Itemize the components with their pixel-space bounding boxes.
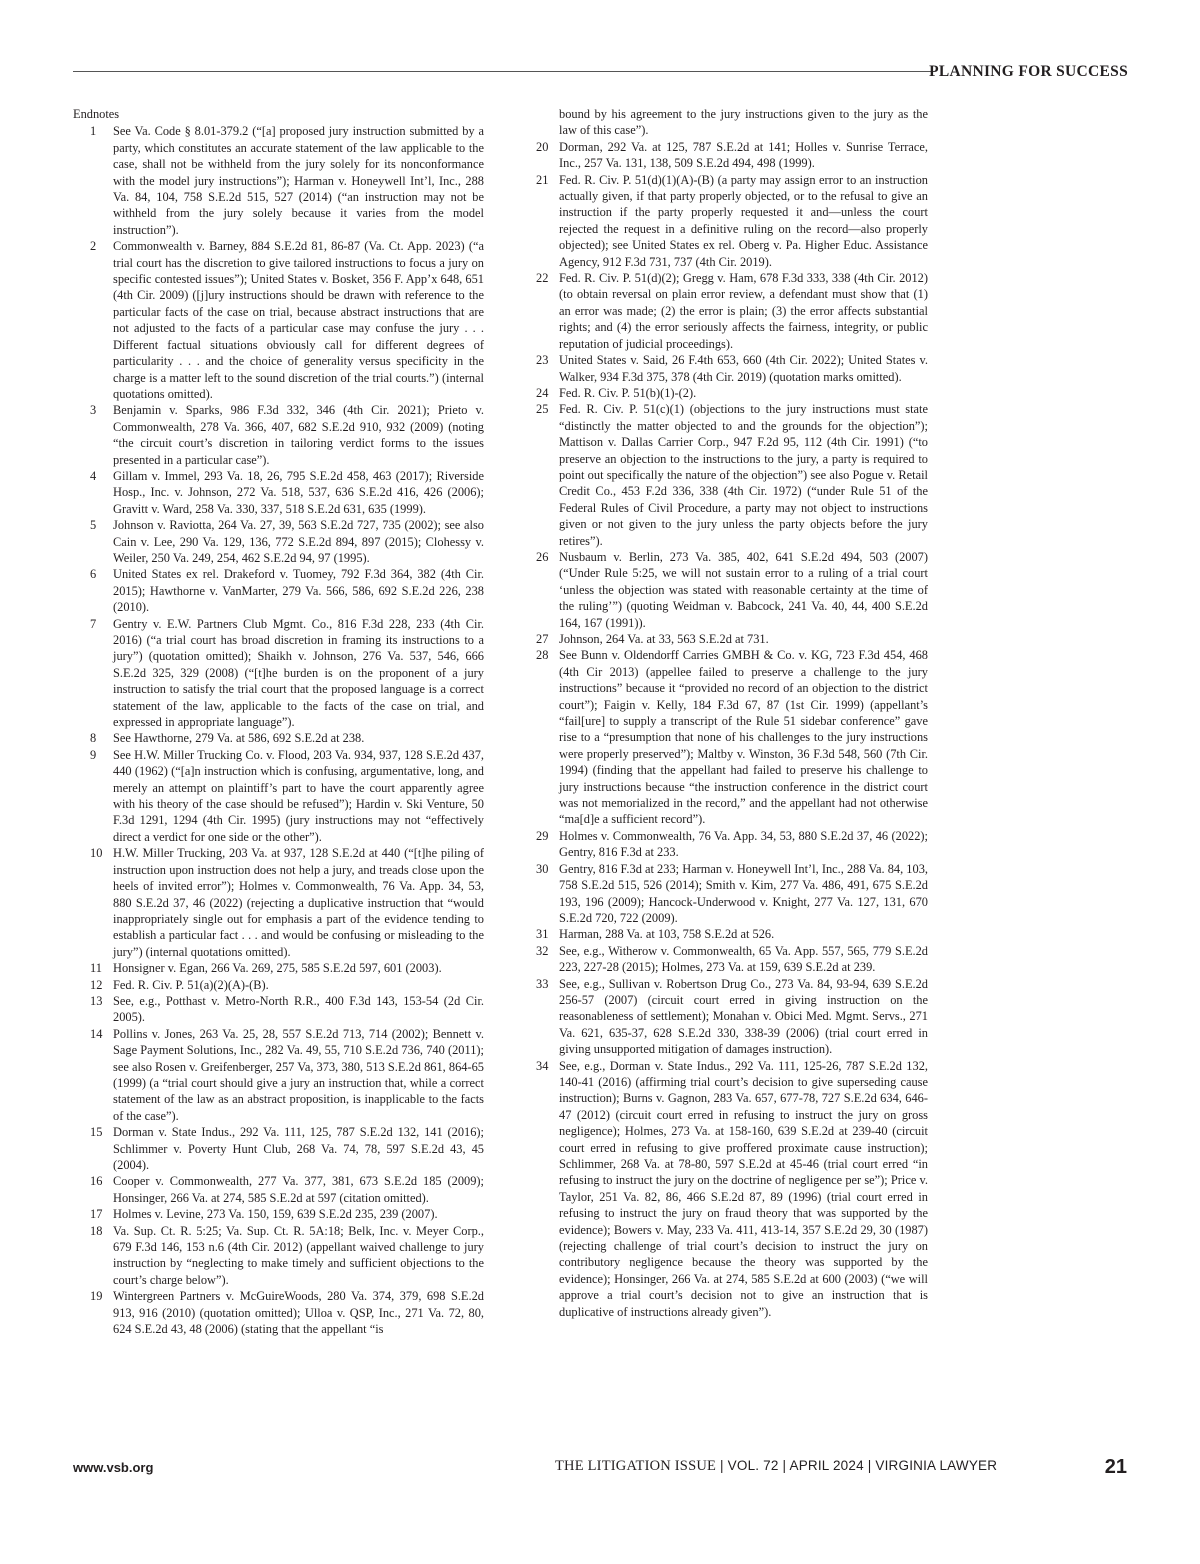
endnote-number: 34 bbox=[536, 1058, 549, 1073]
footer-issue: THE LITIGATION ISSUE bbox=[555, 1458, 717, 1474]
endnote-text: Gillam v. Immel, 293 Va. 18, 26, 795 S.E.2d 458, 463 (2017); Riverside Hosp., Inc. v. Johnson, 272 Va. 518, 537, 636 S.E.2d 416, 426 (2006); Gravitt v. Ward, 258 Va. 330, 337, 518 S.E.2d 631, 635 (1999). bbox=[113, 468, 484, 516]
endnote-text: Dorman v. State Indus., 292 Va. 111, 125, 787 S.E.2d 132, 141 (2016); Schlimmer v. Poverty Hunt Club, 268 Va. 74, 78, 597 S.E.2d 43, 45 (2004). bbox=[113, 1125, 484, 1172]
endnote-number: 17 bbox=[90, 1207, 103, 1222]
endnote-number: 20 bbox=[536, 139, 549, 154]
endnote-text: Johnson, 264 Va. at 33, 563 S.E.2d at 731. bbox=[559, 632, 769, 646]
endnote-text: H.W. Miller Trucking, 203 Va. at 937, 128 S.E.2d at 440 (“[t]he piling of instruction upon instruction does not help a jury, and treads close upon the heels of invited error”); Holmes v. Commonwealth, 76 Va. App. 34, 53, 880 S.E.2d 37, 46 (2022) (rejecting a duplicative instruction that “would inappropriately single out for emphasis a part of the evidence tending to establish a particular fact . . . and would be confusing or misleading to the jury”) (internal quotations omitted). bbox=[113, 846, 484, 959]
endnote-item bbox=[73, 566, 484, 615]
endnote-number: 24 bbox=[536, 385, 549, 400]
endnote-item bbox=[536, 828, 928, 861]
endnote-number: 22 bbox=[536, 271, 549, 286]
endnotes-left-column bbox=[73, 106, 484, 1337]
footer-website[interactable]: www.vsb.org bbox=[73, 1460, 154, 1475]
endnote-text: See H.W. Miller Trucking Co. v. Flood, 203 Va. 934, 937, 128 S.E.2d 437, 440 (1962) (“[a]n instruction which is confusing, argumentative, long, and merely an attempt on plaintiff’s part to have the court apparently agree with his theory of the case should be refused”); Hardin v. Ski Venture, 50 F.3d 1291, 1294 (4th Cir. 1995) (jury instructions may not “effectively direct a verdict for one side or the other”). bbox=[113, 747, 484, 844]
page-number: 21 bbox=[1104, 1456, 1127, 1478]
endnote-text: See Va. Code § 8.01-379.2 (“[a] proposed jury instruction submitted by a party, which constitutes an accurate statement of the law applicable to the case, shall not be withheld from the jury solely for its nonconformance with the model jury instructions”); Harman v. Honeywell Int’l, Inc., 288 Va. 84, 104, 758 S.E.2d 515, 527 (2014) (“an instruction may not be withheld from the jury solely because it varies from the model instruction”). bbox=[113, 124, 484, 237]
endnote-number: 30 bbox=[536, 861, 549, 876]
endnote-number: 16 bbox=[90, 1174, 103, 1189]
endnote-number: 5 bbox=[90, 518, 97, 533]
endnote-number: 8 bbox=[90, 731, 97, 746]
endnote-item bbox=[536, 352, 928, 385]
endnote-item bbox=[73, 1288, 484, 1337]
endnote-number: 10 bbox=[90, 846, 103, 861]
endnote-item bbox=[73, 747, 484, 845]
endnote-number: 15 bbox=[90, 1125, 103, 1140]
endnote-text: See, e.g., Dorman v. State Indus., 292 Va. 111, 125-26, 787 S.E.2d 132, 140-41 (2016) (affirming trial court’s decision to give superseding cause instruction); Burns v. Gagnon, 283 Va. 657, 677-78, 727 S.E.2d 634, 646-47 (2012) (circuit court erred in refusing to instruct the jury on gross negligence); Holmes, 273 Va. at 158-160, 639 S.E.2d at 239-40 (circuit court erred in refusing to give proffered proximate cause instruction); Schlimmer, 268 Va. at 78-80, 597 S.E.2d at 45-46 (trial court erred “in refusing to instruct the jury on the doctrine of negligence per se”); Price v. Taylor, 251 Va. 82, 86, 466 S.E.2d 87, 89 (1996) (trial court erred in refusing to instruct the jury on fraud theory that was supported by the evidence); Bowers v. May, 233 Va. 411, 413-14, 357 S.E.2d 29, 30 (1987) (rejecting challenge of trial court’s decision to instruct the jury on contributory negligence because the theory was supported by the evidence); Honsinger, 266 Va. at 274, 585 S.E.2d at 600 (2003) (“we will approve a trial court’s decision not to give an instruction that is duplicative of instructions already given”). bbox=[559, 1058, 928, 1319]
header-rule bbox=[73, 71, 932, 72]
endnote-item bbox=[73, 1173, 484, 1206]
endnote-number: 25 bbox=[536, 402, 549, 417]
endnote-text: Wintergreen Partners v. McGuireWoods, 280 Va. 374, 379, 698 S.E.2d 913, 916 (2010) (quotation omitted); Ulloa v. QSP, Inc., 271 Va. 72, 80, 624 S.E.2d 43, 48 (2006) (stating that the appellant “is bbox=[113, 1289, 484, 1337]
endnote-text: See, e.g., Witherow v. Commonwealth, 65 Va. App. 557, 565, 779 S.E.2d 223, 227-28 (2015); Holmes, 273 Va. at 159, 639 S.E.2d at 239. bbox=[559, 943, 928, 975]
endnote-text: Fed. R. Civ. P. 51(d)(2); Gregg v. Ham, 678 F.3d 333, 338 (4th Cir. 2012) (to obtain reversal on plain error review, a defendant must show that (1) an error was made; (2) the error is plain; (3) the error affects substantial rights; and (4) the error seriously affects the fairness, integrity, or public reputation of judicial proceedings). bbox=[559, 271, 928, 351]
endnote-item bbox=[73, 730, 484, 746]
endnote-item bbox=[536, 861, 928, 927]
endnote-item bbox=[73, 960, 484, 976]
endnote-item bbox=[73, 1206, 484, 1222]
endnote-number: 31 bbox=[536, 927, 549, 942]
endnote-item bbox=[536, 1058, 928, 1321]
endnote-item bbox=[536, 172, 928, 270]
endnote-item bbox=[73, 977, 484, 993]
endnote-item bbox=[536, 139, 928, 172]
endnote-number: 23 bbox=[536, 353, 549, 368]
endnote-number: 27 bbox=[536, 632, 549, 646]
endnote-text: Fed. R. Civ. P. 51(a)(2)(A)-(B). bbox=[113, 977, 269, 992]
endnote-text: Johnson v. Raviotta, 264 Va. 27, 39, 563 S.E.2d 727, 735 (2002); see also Cain v. Lee, 290 Va. 129, 136, 772 S.E.2d 894, 897 (2015); Clohessy v. Weiler, 250 Va. 249, 254, 462 S.E.2d 94, 97 (1995). bbox=[113, 518, 484, 565]
left-notes-list bbox=[73, 123, 484, 1337]
endnote-number: 28 bbox=[536, 648, 549, 663]
endnote-number: 3 bbox=[90, 403, 97, 418]
footer-volume: VOL. 72 bbox=[727, 1458, 779, 1473]
endnote-item bbox=[73, 238, 484, 402]
endnote-text: Fed. R. Civ. P. 51(b)(1)-(2). bbox=[559, 385, 697, 400]
endnote-number: 12 bbox=[90, 977, 103, 992]
endnote-number: 6 bbox=[90, 567, 97, 582]
endnote-number: 29 bbox=[536, 828, 549, 843]
section-title: PLANNING FOR SUCCESS bbox=[929, 63, 1128, 80]
endnote-text: Dorman, 292 Va. at 125, 787 S.E.2d at 141; Holles v. Sunrise Terrace, Inc., 257 Va. 131, 138, 509 S.E.2d 494, 498 (1999). bbox=[559, 139, 928, 171]
right-notes-list bbox=[536, 139, 928, 1320]
endnotes-right-column bbox=[536, 106, 928, 1320]
endnote-item bbox=[536, 976, 928, 1058]
note-continuation: bound by his agreement to the jury instructions given to the jury as the law of this case”). bbox=[559, 107, 928, 138]
footer-date: APRIL 2024 bbox=[789, 1458, 864, 1473]
endnote-number: 7 bbox=[90, 616, 97, 631]
endnote-text: Pollins v. Jones, 263 Va. 25, 28, 557 S.E.2d 713, 714 (2002); Bennett v. Sage Payment Solutions, Inc., 282 Va. 49, 55, 710 S.E.2d 736, 740 (2011); see also Rosen v. Greifenberger, 257 Va, 373, 380, 513 S.E.2d 861, 864-65 (1999) (a “trial court should give a jury an instruction that, while a correct statement of the law as an abstract proposition, is inapplicable to the facts of the case”). bbox=[113, 1026, 484, 1123]
endnote-text: See, e.g., Potthast v. Metro-North R.R., 400 F.3d 143, 153-54 (2d Cir. 2005). bbox=[113, 993, 484, 1025]
endnote-text: Gentry, 816 F.3d at 233; Harman v. Honeywell Int’l, Inc., 288 Va. 84, 103, 758 S.E.2d 515, 526 (2014); Smith v. Kim, 277 Va. 486, 491, 675 S.E.2d 193, 196 (2009); Hancock-Underwood v. Knight, 277 Va. 127, 131, 670 S.E.2d 720, 722 (2009). bbox=[559, 861, 928, 925]
endnote-number: 14 bbox=[90, 1026, 103, 1041]
endnote-text: Honsigner v. Egan, 266 Va. 269, 275, 585 S.E.2d 597, 601 (2003). bbox=[113, 961, 442, 976]
endnote-item bbox=[73, 1026, 484, 1124]
endnote-text: See Hawthorne, 279 Va. at 586, 692 S.E.2d at 238. bbox=[113, 731, 365, 746]
endnote-text: Cooper v. Commonwealth, 277 Va. 377, 381, 673 S.E.2d 185 (2009); Honsinger, 266 Va. at 274, 585 S.E.2d at 597 (citation omitted). bbox=[113, 1174, 484, 1205]
endnote-item bbox=[73, 616, 484, 731]
endnote-text: Nusbaum v. Berlin, 273 Va. 385, 402, 641 S.E.2d 494, 503 (2007) (“Under Rule 5:25, we will not sustain error to a ruling of a trial court ‘unless the objection was stated with reasonable certainty at the time of the ruling’”) (quoting Weidman v. Babcock, 241 Va. 40, 44, 400 S.E.2d 164, 167 (1991)). bbox=[559, 549, 928, 630]
endnote-item bbox=[536, 401, 928, 549]
endnote-item bbox=[73, 123, 484, 238]
endnote-text: Holmes v. Commonwealth, 76 Va. App. 34, 53, 880 S.E.2d 37, 46 (2022); Gentry, 816 F.3d at 233. bbox=[559, 828, 928, 860]
endnote-text: United States v. Said, 26 F.4th 653, 660 (4th Cir. 2022); United States v. Walker, 934 F.3d 375, 378 (4th Cir. 2019) (quotation marks omitted). bbox=[559, 353, 928, 384]
endnote-number: 33 bbox=[536, 976, 549, 991]
endnote-item bbox=[536, 647, 928, 827]
endnote-number: 1 bbox=[90, 124, 97, 139]
endnote-text: Benjamin v. Sparks, 986 F.3d 332, 346 (4th Cir. 2021); Prieto v. Commonwealth, 278 Va. 366, 407, 682 S.E.2d 910, 932 (2009) (noting “the circuit court’s discretion in tailoring verdict forms to the issues presented in a particular case”). bbox=[113, 403, 484, 467]
endnote-item bbox=[73, 845, 484, 960]
endnote-text: Harman, 288 Va. at 103, 758 S.E.2d at 526. bbox=[559, 927, 775, 942]
endnote-number: 26 bbox=[536, 549, 549, 564]
endnote-item bbox=[73, 517, 484, 566]
endnote-text: See, e.g., Sullivan v. Robertson Drug Co., 273 Va. 84, 93-94, 639 S.E.2d 256-57 (2007) (circuit court erred in giving instruction on the reasonableness of settlement); Monahan v. Obici Med. Mgmt. Servs., 271 Va. 621, 635-37, 628 S.E.2d 330, 338-39 (2006) (trial court erred in giving unsupported mitigation of damages instruction). bbox=[559, 976, 928, 1057]
endnote-number: 11 bbox=[90, 961, 102, 976]
endnote-item bbox=[73, 468, 484, 517]
endnote-item bbox=[536, 270, 928, 352]
endnote-number: 19 bbox=[90, 1289, 103, 1304]
endnote-text: Gentry v. E.W. Partners Club Mgmt. Co., 816 F.3d 228, 233 (4th Cir. 2016) (“a trial court has broad discretion in framing its instructions to a jury”) (quotation omitted); Shaikh v. Johnson, 276 Va. 537, 546, 666 S.E.2d 325, 329 (2008) (“[t]he burden is on the proponent of a jury instruction to satisfy the trial court that the proposed language is a correct statement of the law, applicable to the facts of the case on trial, and expressed in appropriate language”). bbox=[113, 616, 484, 730]
endnote-text: Fed. R. Civ. P. 51(c)(1) (objections to the jury instructions must state “distinctly the matter objected to and the grounds for the objection”); Mattison v. Dallas Carrier Corp., 947 F.2d 95, 112 (4th Cir. 1991) (“to preserve an objection to the instructions to the jury, a party is required to point out specifically the nature of the objection”) see also Pogue v. Retail Credit Co., 453 F.2d 336, 338 (4th Cir. 1972) (“under Rule 51 of the Federal Rules of Civil Procedure, a party may not object to instructions given or not given to the jury unless the party objects before the jury retires”). bbox=[559, 402, 928, 548]
endnote-item bbox=[73, 1223, 484, 1289]
endnote-item bbox=[536, 926, 928, 942]
endnote-item bbox=[73, 993, 484, 1026]
endnote-number: 21 bbox=[536, 172, 549, 187]
endnote-text: Va. Sup. Ct. R. 5:25; Va. Sup. Ct. R. 5A:18; Belk, Inc. v. Meyer Corp., 679 F.3d 146, 153 n.6 (4th Cir. 2012) (appellant waived challenge to jury instruction by “neglecting to make timely and sufficient objections to the court’s charge below”). bbox=[113, 1223, 484, 1287]
endnote-number: 18 bbox=[90, 1223, 103, 1238]
endnote-number: 4 bbox=[90, 468, 97, 483]
footer-magazine: VIRGINIA LAWYER bbox=[875, 1458, 998, 1473]
endnote-item bbox=[73, 402, 484, 468]
endnote-number: 13 bbox=[90, 993, 103, 1008]
endnote-text: United States ex rel. Drakeford v. Tuomey, 792 F.3d 364, 382 (4th Cir. 2015); Hawthorne v. VanMarter, 279 Va. 566, 586, 692 S.E.2d 226, 238 (2010). bbox=[113, 567, 484, 615]
endnote-item bbox=[536, 943, 928, 976]
endnote-text: Fed. R. Civ. P. 51(d)(1)(A)-(B) (a party may assign error to an instruction actually given, if that party properly objected, or to the refusal to give an instruction if the party properly requested it and—unless the court rejected the request in a definitive ruling on the record—also properly objected); see United States ex rel. Oberg v. Pa. Higher Educ. Assistance Agency, 912 F.3d 731, 737 (4th Cir. 2019). bbox=[559, 172, 928, 269]
endnote-item bbox=[536, 631, 928, 647]
footer-publication: THE LITIGATION ISSUE | VOL. 72 | APRIL 2024 | VIRGINIA LAWYER bbox=[555, 1458, 998, 1474]
endnote-number: 9 bbox=[90, 747, 97, 762]
endnote-text: Commonwealth v. Barney, 884 S.E.2d 81, 86-87 (Va. Ct. App. 2023) (“a trial court has the discretion to give tailored instructions to focus a jury on specific contested issues”); United States v. Bosket, 356 F. App’x 648, 651 (4th Cir. 2009) ([j]ury instructions should be drawn with reference to the particular facts of the case on trial, because abstract instructions that are not adjusted to the facts of a particular case may confuse the jury . . . Different factual situations obviously call for different degrees of particularity . . . and the choice of generality versus specificity in the charge is a matter left to the sound discretion of the trial courts.”) (internal quotations omitted). bbox=[113, 239, 484, 401]
endnote-number: 2 bbox=[90, 239, 97, 254]
endnote-item bbox=[536, 549, 928, 631]
endnote-number: 32 bbox=[536, 943, 549, 958]
endnote-item bbox=[73, 1124, 484, 1173]
endnote-text: Holmes v. Levine, 273 Va. 150, 159, 639 S.E.2d 235, 239 (2007). bbox=[113, 1207, 438, 1222]
endnotes-heading: Endnotes bbox=[73, 107, 120, 121]
endnote-item bbox=[536, 385, 928, 401]
endnote-text: See Bunn v. Oldendorff Carries GMBH & Co. v. KG, 723 F.3d 454, 468 (4th Cir 2013) (appellee failed to preserve a challenge to the jury instructions” because it “provided no record of an objection to the district court”); Faigin v. Kelly, 184 F.3d 67, 87 (1st Cir. 1999) (appellant’s “fail[ure] to supply a transcript of the Rule 51 sidebar conference” gave rise to a “presumption that none of his challenges to the jury instructions were properly preserved”); Maltby v. Winston, 36 F.3d 548, 560 (7th Cir. 1994) (finding that the appellant had failed to preserve his challenge to jury instructions because “the instruction conference in the district court was not memorialized in the record,” and the appellant had not otherwise “ma[d]e a sufficient record”). bbox=[559, 648, 928, 827]
